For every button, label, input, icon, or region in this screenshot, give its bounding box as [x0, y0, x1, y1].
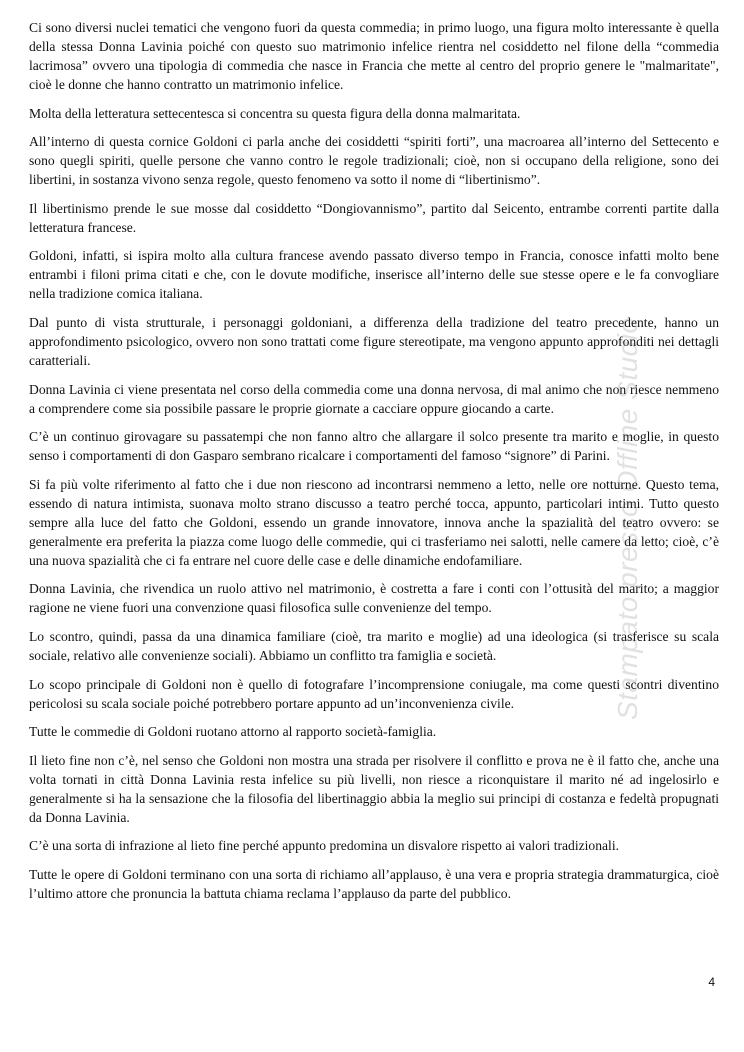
paragraph: Lo scopo principale di Goldoni non è quello di fotografare l’incomprensione coniugale, ma come questi scontri diventino pericolosi su scala sociale poiché potrebbero portare appunto ad un’inconvenienza civile. — [29, 676, 719, 711]
paragraph: Il libertinismo prende le sue mosse dal cosiddetto “Dongiovannismo”, partito dal Seicento, entrambe correnti partite dalla letteratura francese. — [29, 200, 719, 235]
paragraph: Molta della letteratura settecentesca si concentra su questa figura della donna malmaritata. — [29, 105, 521, 121]
paragraph: Dal punto di vista strutturale, i personaggi goldoniani, a differenza della tradizione del teatro precedente, hanno un approfondimento psicologico, ovvero non sono trattati come figure stereotipate, ma vengono appunto approfonditi nei dettagli caratteriali. — [29, 314, 719, 368]
paragraph: Donna Lavinia ci viene presentata nel corso della commedia come una donna nervosa, di mal animo che non riesce nemmeno a comprendere come sia possibile passare le proprie giornate a cacciare oppure giocando a carte. — [29, 381, 719, 416]
paragraph: Ci sono diversi nuclei tematici che vengono fuori da questa commedia; in primo luogo, una figura molto interessante è quella della stessa Donna Lavinia poiché con questo suo matrimonio infelice rientra nel cosiddetto nel filone della “commedia lacrimosa” ovvero una tipologia di commedia che nasce in Francia che mette al centro del proprio genere le "malmaritate", cioè le donne che hanno contratto un matrimonio infelice. — [29, 20, 719, 92]
paragraph: Tutte le opere di Goldoni terminano con una sorta di richiamo all’applauso, è una vera e propria strategia drammaturgica, cioè l’ultimo attore che pronuncia la battuta chiama reclama l’applauso da parte del pubblico. — [29, 866, 719, 901]
paragraph: Donna Lavinia, che rivendica un ruolo attivo nel matrimonio, è costretta a fare i conti con l’ottusità del marito; a maggior ragione ne viene fuori una convenzione quasi filosofica sulle convenienze del tempo. — [29, 581, 719, 616]
paragraph: Il lieto fine non c’è, nel senso che Goldoni non mostra una strada per risolvere il conflitto e prova ne è il fatto che, anche una volta tornati in città Donna Lavinia resta infelice su più livelli, non riesce a riconquistare il marito né ad ingelosirlo e generalmente si ha la sensazione che la filosofia del libertinaggio abbia la meglio sui principi di costanza e fedeltà propugnati da Donna Lavinia. — [29, 752, 719, 825]
page-number: 4 — [708, 975, 715, 989]
paragraph: C’è una sorta di infrazione al lieto fine perché appunto predomina un disvalore rispetto ai valori tradizionali. — [29, 838, 619, 854]
document-body — [29, 18, 719, 913]
paragraph: Si fa più volte riferimento al fatto che i due non riescono ad incontrarsi nemmeno a letto, nelle ore notturne. Questo tema, essendo di natura intimista, suonava molto strano discusso a teatro perché tocca, appunto, particolari intimi. Tutto questo sempre alla luce del fatto che Goldoni, essendo un grande innovatore, innova anche la spazialità del teatro ovvero: se generalmente era preferita la piazza come luogo delle commedie, qui ci trasferiamo nei salotti, nelle camere da letto; cioè, c’è una nuova spazialità che ci fa entrare nel cuore delle case e delle dinamiche endofamiliare. — [29, 476, 719, 568]
paragraph: Goldoni, infatti, si ispira molto alla cultura francese avendo passato diverso tempo in Francia, conosce infatti molto bene entrambi i filoni prima citati e che, con le dovute modifiche, inserisce all’interno delle sue stesse opere e le fa convogliare nella tradizione comica italiana. — [29, 248, 719, 302]
paragraph: Lo scontro, quindi, passa da una dinamica familiare (cioè, tra marito e moglie) ad una ideologica (si trasferisce su scala sociale, relativo alle convenienze sociali). Abbiamo un conflitto tra famiglia e società. — [29, 628, 719, 663]
paragraph: All’interno di questa cornice Goldoni ci parla anche dei cosiddetti “spiriti forti”, una macroarea all’interno del Settecento e sono quegli spiriti, quelle persone che vanno contro le regole tradizionali; cioè, non si occupano della religione, sono dei libertini, in sostanza vivono senza regole, questo fenomeno va sotto il nome di “libertinismo”. — [29, 134, 719, 188]
watermark: Stampato presso Offline Studio — [612, 317, 643, 720]
paragraph: Tutte le commedie di Goldoni ruotano attorno al rapporto società-famiglia. — [29, 724, 437, 740]
paragraph: C’è un continuo girovagare su passatempi che non fanno altro che allargare il solco presente tra marito e moglie, in questo senso i comportamenti di don Gasparo sembrano ricalcare i comportamenti del famoso “signore” di Parini. — [29, 429, 719, 464]
